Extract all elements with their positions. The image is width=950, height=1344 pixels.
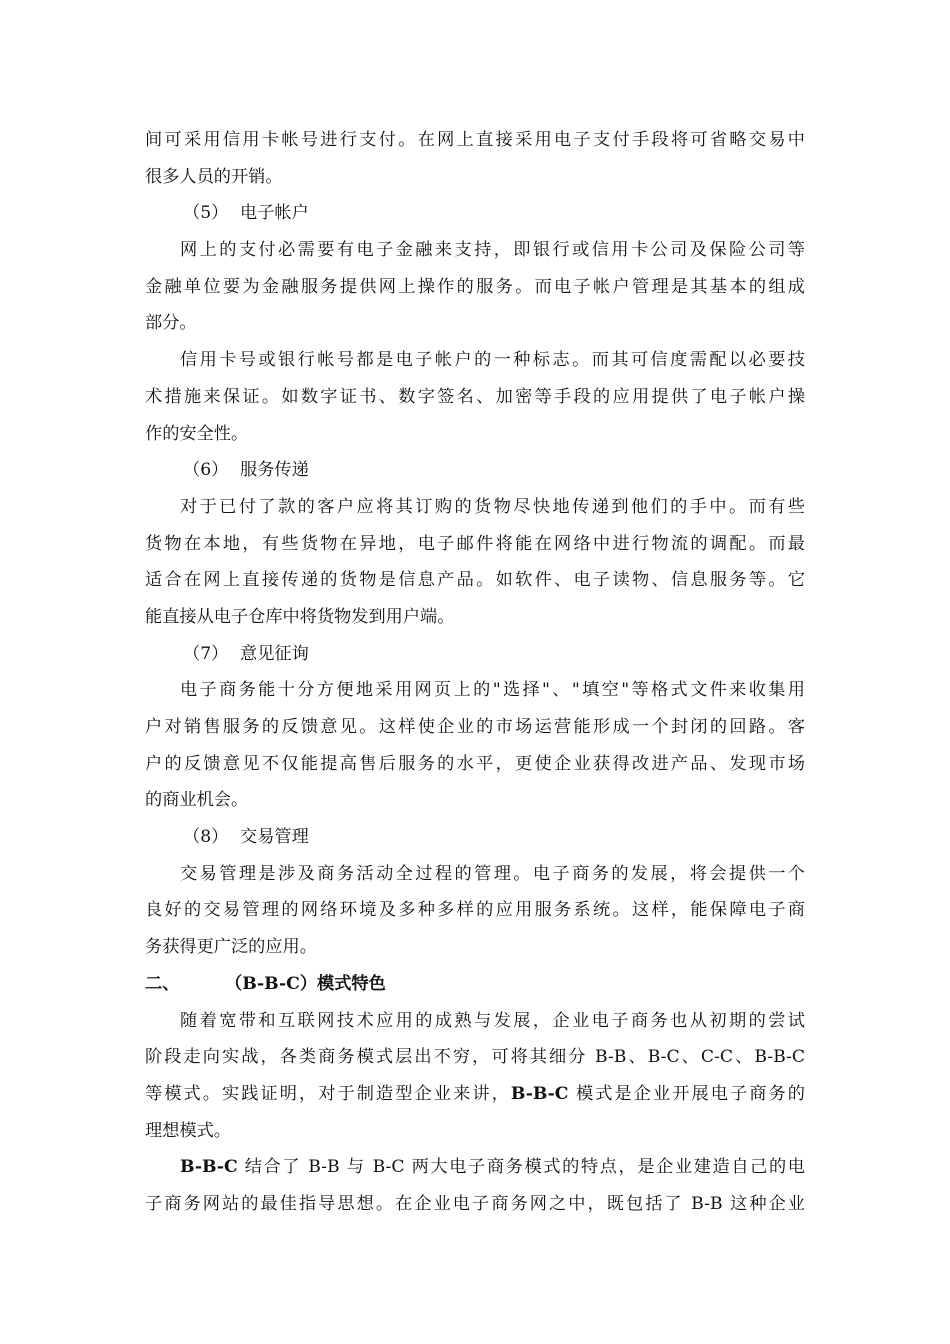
paragraph-line: 电子商务能十分方便地采用网页上的"选择"、"填空"等格式文件来收集用	[180, 680, 805, 701]
paragraph-line: 子商务网站的最佳指导思想。在企业电子商务网之中，既包括了 B-B 这种企业	[145, 1193, 805, 1214]
paragraph-line: 作的安全性。	[145, 423, 249, 444]
paragraph-line	[145, 1076, 805, 1113]
list-item-heading	[145, 636, 805, 673]
paragraph-line: 网上的支付必需要有电子金融来支持，即银行或信用卡公司及保险公司等	[180, 240, 805, 261]
section-heading	[145, 966, 805, 1003]
section-title: （B-B-C）模式特色	[225, 973, 386, 994]
item-title: 电子帐户	[240, 203, 309, 224]
paragraph-line: 很多人员的开销。	[145, 166, 283, 187]
paragraph-line: 能直接从电子仓库中将货物发到用户端。	[145, 606, 455, 627]
text-run: 模式是企业开展电子商务的	[568, 1083, 805, 1104]
paragraph-line: 货物在本地，有些货物在异地，电子邮件将能在网络中进行物流的调配。而最	[145, 533, 805, 554]
item-title: 意见征询	[240, 643, 309, 664]
text-run: 等模式。实践证明，对于制造型企业来讲，	[145, 1083, 511, 1104]
item-number: （8）	[183, 827, 229, 848]
list-item-heading	[145, 452, 805, 489]
paragraph-line: 的商业机会。	[145, 790, 249, 811]
paragraph-line: 金融单位要为金融服务提供网上操作的服务。而电子帐户管理是其基本的组成	[145, 276, 805, 297]
paragraph-line: 户的反馈意见不仅能提高售后服务的水平，更使企业获得改进产品、发现市场	[145, 753, 805, 774]
item-title: 交易管理	[240, 827, 309, 848]
list-item-heading	[145, 819, 805, 856]
text-run: 结合了 B-B 与 B-C 两大电子商务模式的特点，是企业建造自己的电	[237, 1157, 805, 1178]
paragraph-line: 对于已付了款的客户应将其订购的货物尽快地传递到他们的手中。而有些	[180, 496, 805, 517]
paragraph-line: 交易管理是涉及商务活动全过程的管理。电子商务的发展，将会提供一个	[180, 863, 805, 884]
item-title: 服务传递	[240, 460, 309, 481]
document-page	[145, 122, 805, 1223]
bold-term: B-B-C	[510, 1083, 569, 1104]
paragraph-line: 理想模式。	[145, 1120, 231, 1141]
item-number: （6）	[183, 460, 229, 481]
paragraph-line: 务获得更广泛的应用。	[145, 937, 317, 958]
paragraph-line: 随着宽带和互联网技术应用的成熟与发展，企业电子商务也从初期的尝试	[180, 1010, 805, 1031]
paragraph-line	[145, 1149, 805, 1186]
list-item-heading	[145, 195, 805, 232]
bold-term: B-B-C	[180, 1157, 238, 1178]
item-number: （5）	[183, 203, 229, 224]
section-number: 二、	[145, 973, 180, 994]
paragraph-line: 间可采用信用卡帐号进行支付。在网上直接采用电子支付手段将可省略交易中	[145, 130, 805, 150]
paragraph-line: 部分。	[145, 313, 197, 334]
paragraph-line: 信用卡号或银行帐号都是电子帐户的一种标志。而其可信度需配以必要技	[180, 350, 805, 371]
paragraph-line: 阶段走向实战，各类商务模式层出不穷，可将其细分 B-B、B-C、C-C、B-B-C	[145, 1047, 805, 1068]
paragraph-line: 良好的交易管理的网络环境及多种多样的应用服务系统。这样，能保障电子商	[145, 900, 805, 921]
paragraph-line: 术措施来保证。如数字证书、数字签名、加密等手段的应用提供了电子帐户操	[145, 386, 805, 407]
item-number: （7）	[183, 643, 229, 664]
paragraph-line: 适合在网上直接传递的货物是信息产品。如软件、电子读物、信息服务等。它	[145, 570, 805, 591]
paragraph-line: 户对销售服务的反馈意见。这样使企业的市场运营能形成一个封闭的回路。客	[145, 717, 805, 737]
